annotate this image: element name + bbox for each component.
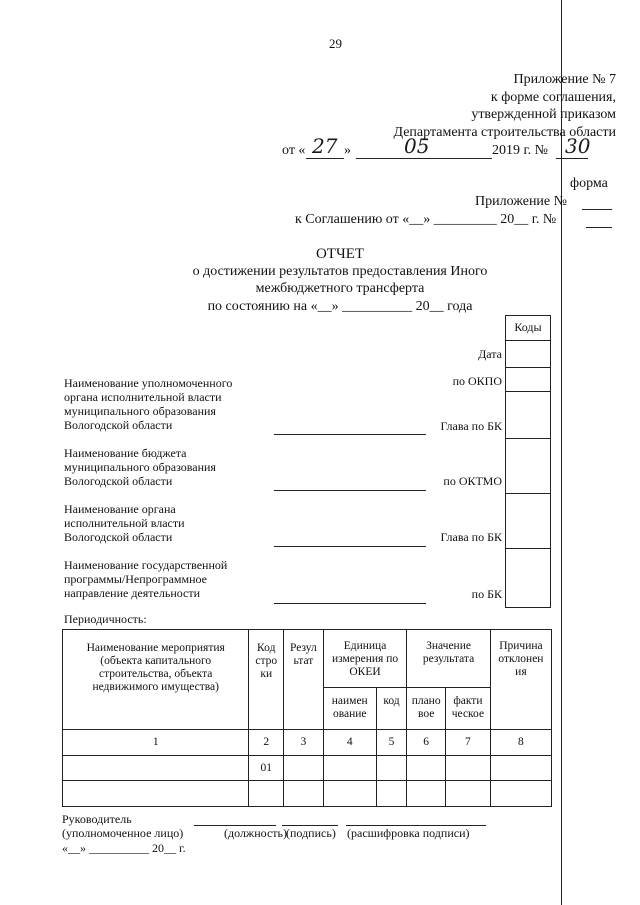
th-unit-1: Единица: [343, 640, 387, 652]
row2-name-cell[interactable]: [63, 781, 249, 807]
th-row-code: [249, 630, 284, 730]
row2-unit-name-cell[interactable]: [323, 781, 376, 807]
th-result-2: ьтат: [293, 655, 314, 667]
footer-date: «__» __________ 20__ г.: [62, 841, 186, 855]
code-label-okpo: по ОКПО: [452, 374, 502, 388]
th-plan-2: вое: [417, 708, 435, 720]
code-label-glava1: Глава по БК: [440, 419, 502, 433]
row1-fact-cell[interactable]: [446, 756, 491, 781]
th-row-code-1: Код: [257, 642, 276, 654]
th-fact-2: ческое: [451, 708, 485, 720]
th-unit-code: [376, 688, 407, 730]
report-title: ОТЧЕТ: [315, 246, 365, 262]
th-result-1: Резул: [290, 642, 317, 654]
col-num-8: 8: [490, 730, 551, 756]
footer-person: (уполномоченное лицо): [62, 826, 184, 840]
th-event-name: [63, 630, 249, 730]
field-organ-line3: Вологодской области: [64, 530, 173, 544]
th-unit-code-text: код: [383, 695, 400, 707]
row1-name-cell[interactable]: [63, 756, 249, 781]
field-program-line2: программы/Непрограммное: [64, 572, 207, 586]
code-cell-glava2[interactable]: [505, 493, 551, 549]
appendix-no-label: Приложение №: [475, 194, 567, 209]
row2-result-cell[interactable]: [284, 781, 324, 807]
th-row-code-3: ки: [260, 668, 273, 680]
appendix-line3: утвержденной приказом: [471, 107, 616, 122]
th-reason: [490, 630, 551, 730]
th-event-name-2: (объекта капитального: [100, 655, 212, 667]
th-value: [407, 630, 491, 688]
th-reason-1: Причина: [499, 640, 543, 652]
report-subtitle-2: межбюджетного трансферта: [255, 281, 425, 296]
code-label-glava2: Глава по БК: [440, 530, 502, 544]
th-plan-1: плано: [411, 695, 441, 707]
field-program-line1: Наименование государственной: [64, 558, 228, 572]
col-num-1: 1: [63, 730, 249, 756]
periodicity-label: Периодичность:: [64, 612, 147, 626]
appendix-line4: Департамента строительства области: [393, 125, 616, 140]
code-cell-oktmo[interactable]: [505, 438, 551, 494]
field-budget-line3: Вологодской области: [64, 474, 173, 488]
th-reason-3: ия: [515, 666, 527, 678]
footer-signature: (подпись): [286, 826, 336, 840]
th-fact-1: факти: [453, 695, 483, 707]
row1-result-cell[interactable]: [284, 756, 324, 781]
footer-position: (должность): [224, 826, 287, 840]
code-cell-glava1[interactable]: [505, 391, 551, 439]
row1-reason-cell[interactable]: [490, 756, 551, 781]
th-event-name-1: Наименование мероприятия: [86, 642, 225, 654]
row2-reason-cell[interactable]: [490, 781, 551, 807]
code-label-bk: по БК: [471, 587, 502, 601]
row2-plan-cell[interactable]: [407, 781, 446, 807]
th-row-code-2: стро: [255, 655, 278, 667]
row1-code-cell: 01: [249, 756, 284, 781]
appendix-date-year: 2019 г. №: [492, 143, 549, 158]
col-num-5: 5: [376, 730, 407, 756]
field-authority-line4: Вологодской области: [64, 418, 173, 432]
th-reason-2: отклонен: [498, 653, 544, 665]
field-program-input-line[interactable]: [274, 603, 426, 604]
appendix-date-prefix: от «: [282, 143, 306, 158]
footer-head: Руководитель: [62, 812, 132, 826]
report-subtitle-3: по состоянию на «__» __________ 20__ года: [207, 299, 473, 314]
code-cell-okpo[interactable]: [505, 367, 551, 392]
th-unit: [323, 630, 407, 688]
appendix-date-mid: »: [344, 143, 351, 158]
appendix-line1: Приложение № 7: [513, 72, 616, 87]
field-budget-line1: Наименование бюджета: [64, 446, 187, 460]
results-table: [62, 629, 552, 807]
field-organ-line2: исполнительной власти: [64, 516, 185, 530]
th-event-name-3: строительства, объекта: [99, 668, 213, 680]
code-cell-date[interactable]: [505, 340, 551, 368]
row1-plan-cell[interactable]: [407, 756, 446, 781]
th-unit-name: [323, 688, 376, 730]
code-cell-bk[interactable]: [505, 548, 551, 608]
appendix-line2: к форме соглашения,: [490, 90, 616, 105]
row1-unit-code-cell[interactable]: [376, 756, 407, 781]
th-unit-3: ОКЕИ: [349, 666, 381, 678]
handwritten-number: 30: [565, 134, 591, 158]
appendix-no-underline: [582, 209, 612, 210]
row1-unit-name-cell[interactable]: [323, 756, 376, 781]
field-organ-line1: Наименование органа: [64, 502, 176, 516]
codes-header: Коды: [514, 320, 542, 334]
report-subtitle-1: о достижении результатов предоставления Иного: [192, 264, 488, 279]
field-program-line3: направление деятельности: [64, 586, 201, 600]
col-num-6: 6: [407, 730, 446, 756]
day-underline: [306, 158, 344, 159]
th-result: [284, 630, 324, 730]
handwritten-month: 05: [404, 134, 430, 158]
agreement-line: к Соглашению от «__» _________ 20__ г. №: [295, 212, 557, 227]
col-num-4: 4: [323, 730, 376, 756]
field-authority-line3: муниципального образования: [64, 404, 216, 418]
code-label-date: Дата: [478, 347, 502, 361]
field-organ-input-line[interactable]: [274, 546, 426, 547]
code-label-oktmo: по ОКТМО: [443, 474, 502, 488]
th-fact: [446, 688, 491, 730]
forma-label: форма: [570, 176, 608, 191]
col-num-7: 7: [446, 730, 491, 756]
th-plan: [407, 688, 446, 730]
th-unit-name-2: ование: [332, 708, 367, 720]
col-num-3: 3: [284, 730, 324, 756]
handwritten-day: 27: [312, 134, 338, 158]
number-underline: [556, 158, 588, 159]
row2-unit-code-cell[interactable]: [376, 781, 407, 807]
footer-decode: (расшифровка подписи): [347, 826, 470, 840]
th-unit-2: измерения по: [331, 653, 399, 665]
agreement-no-underline: [586, 227, 612, 228]
field-budget-input-line[interactable]: [274, 490, 426, 491]
field-budget-line2: муниципального образования: [64, 460, 216, 474]
month-underline: [356, 158, 492, 159]
field-authority-line2: органа исполнительной власти: [64, 390, 222, 404]
th-event-name-4: недвижимого имущества): [92, 681, 219, 693]
codes-header-cell: [505, 315, 551, 341]
field-authority-line1: Наименование уполномоченного: [64, 376, 233, 390]
page-number: 29: [329, 36, 342, 51]
th-value-2: результата: [422, 653, 475, 665]
row2-code-cell[interactable]: [249, 781, 284, 807]
col-num-2: 2: [249, 730, 284, 756]
field-authority-input-line[interactable]: [274, 434, 426, 435]
row2-fact-cell[interactable]: [446, 781, 491, 807]
th-unit-name-1: наимен: [331, 695, 368, 707]
th-value-1: Значение: [426, 640, 471, 652]
